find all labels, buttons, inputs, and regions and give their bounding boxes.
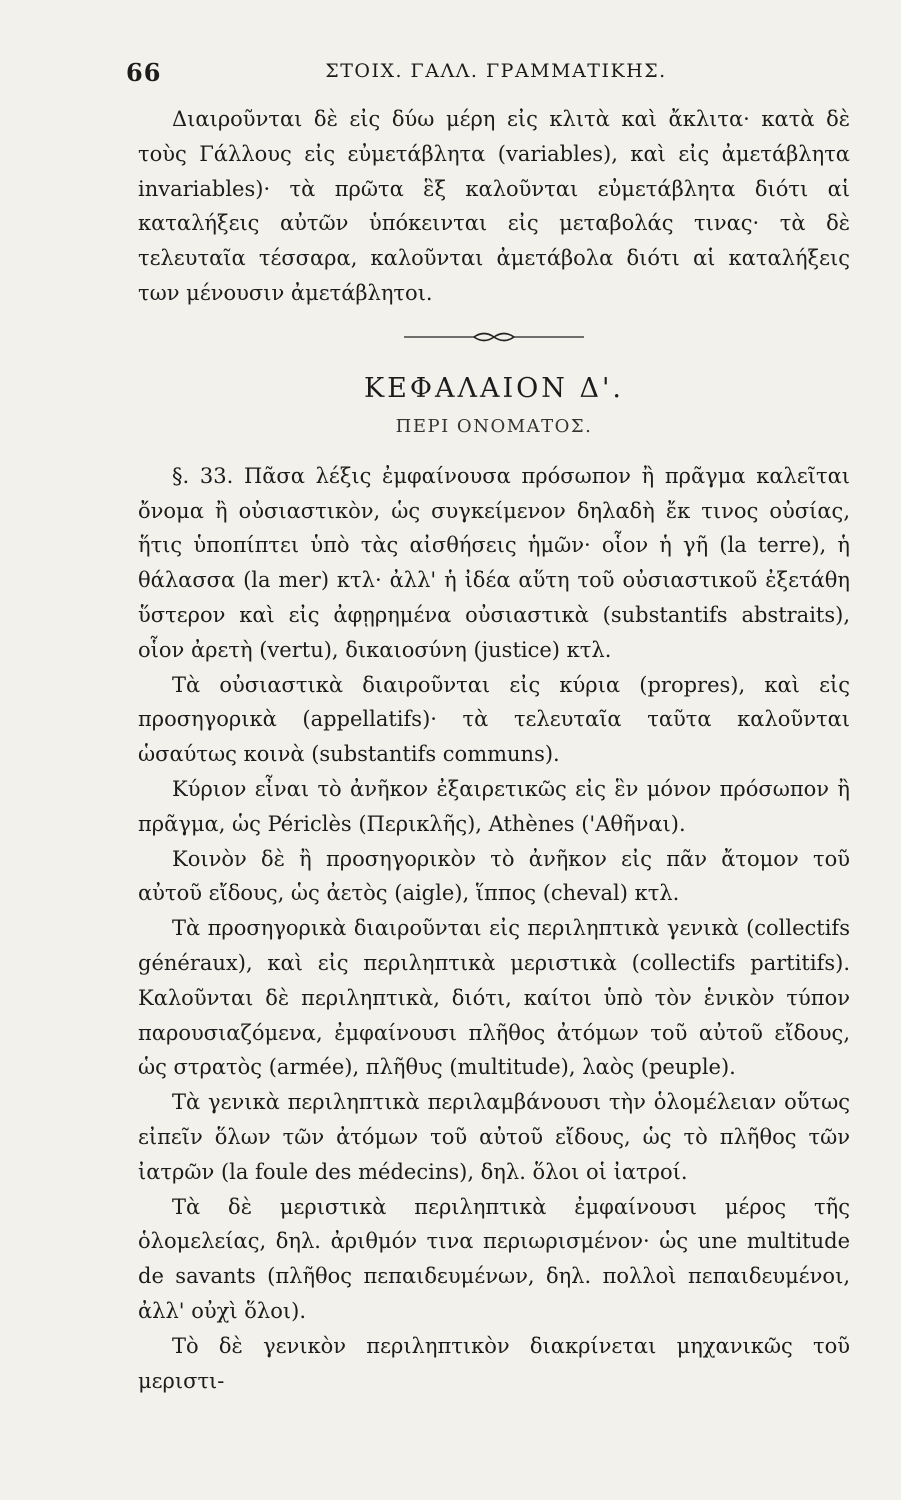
paragraph-partitive-collectives: Τὰ δὲ μεριστικὰ περιληπτικὰ ἐμφαίνουσι μέρος τῆς ὁλομελείας, δηλ. ἀριθμόν τινα περιωρισμένον· ὡς une multitude de savants (πλῆθος πεπαιδευμένων, δηλ. πολλοὶ πεπαιδευμένοι, ἀλλ' οὐχὶ ὅλοι). — [138, 1194, 850, 1323]
chapter-subtitle: ΠΕΡΙ ΟΝΟΜΑΤΟΣ. — [395, 415, 593, 437]
page-number: 66 — [126, 58, 162, 87]
paragraph-common-noun: Κοινὸν δὲ ἢ προσηγορικὸν τὸ ἀνῆκον εἰς πᾶν ἄτομον τοῦ αὐτοῦ εἴδους, ὡς ἀετὸς (aigle), ἵππος (cheval) κτλ. — [138, 846, 850, 906]
intro-paragraph: Διαιροῦνται δὲ εἰς δύω μέρη εἰς κλιτὰ καὶ ἄκλιτα· κατὰ δὲ τοὺς Γάλλους εἰς εὐμετάβλητα (variables), καὶ εἰς ἀμετάβλητα invariables)· τὰ πρῶτα ἓξ καλοῦνται εὐμετάβλητα διότι αἱ καταλήξεις αὐτῶν ὑπόκεινται εἰς μεταβολάς τινας· τὰ δὲ τελευταῖα τέσσαρα, καλοῦνται ἀμετάβολα διότι αἱ καταλήξεις των μένουσιν ἀμετάβλητοι. — [138, 107, 850, 305]
last-line: Τὸ δὲ γενικὸν περιληπτικὸν διακρίνεται μηχανικῶς τοῦ μεριστι- — [138, 1333, 850, 1393]
page-header — [126, 58, 866, 88]
paragraph-collective-nouns: Τὰ προσηγορικὰ διαιροῦνται εἰς περιληπτικὰ γενικὰ (collectifs généraux), καὶ εἰς περιληπτικὰ μεριστικὰ (collectifs partitifs). Καλοῦνται δὲ περιληπτικὰ, διότι, καίτοι ὑπὸ τὸν ἑνικὸν τύπον παρουσιαζόμενα, ἐμφαίνουσι πλῆθος ἀτόμων τοῦ αὐτοῦ εἴδους, ὡς στρατὸς (armée), πλῆθυς (multitude), λαὸς (peuple). — [138, 916, 850, 1080]
ornament-divider — [404, 329, 584, 345]
paragraph-proper-common: Τὰ οὐσιαστικὰ διαιροῦνται εἰς κύρια (propres), καὶ εἰς προσηγορικὰ (appellatifs)· τὰ τελευταῖα ταῦτα καλοῦνται ὡσαύτως κοινὰ (substantifs communs). — [138, 672, 850, 767]
paragraph-proper-noun: Κύριον εἶναι τὸ ἀνῆκον ἐξαιρετικῶς εἰς ἓν μόνον πρόσωπον ἢ πρᾶγμα, ὡς Périclès (Περικλῆς), Athènes ('Αθῆναι). — [138, 776, 850, 836]
running-head: ΣΤΟΙΧ. ΓΑΛΛ. ΓΡΑΜΜΑΤΙΚΗΣ. — [325, 60, 667, 82]
page-body — [138, 102, 850, 1398]
paragraph-general-collectives: Τὰ γενικὰ περιληπτικὰ περιλαμβάνουσι τὴν ὁλομέλειαν οὕτως εἰπεῖν ὅλων τῶν ἀτόμων τοῦ αὐτοῦ εἴδους, ὡς τὸ πλῆθος τῶν ἰατρῶν (la foule des médecins), δηλ. ὅλοι οἱ ἰατροί. — [138, 1090, 850, 1184]
section-text: Πᾶσα λέξις ἐμφαίνουσα πρόσωπον ἢ πρᾶγμα καλεῖται ὄνομα ἢ οὐσιαστικὸν, ὡς συγκείμενον δηλαδὴ ἔκ τινος οὐσίας, ἥτις ὑποπίπτει ὑπὸ τὰς αἰσθήσεις ἡμῶν· οἷον ἡ γῆ (la terre), ἡ θάλασσα (la mer) κτλ· ἀλλ' ἡ ἰδέα αὕτη τοῦ οὐσιαστικοῦ ἐξετάθη ὕστερον καὶ εἰς ἀφῃρημένα οὐσιαστικὰ (substantifs abstraits), οἷον ἀρετὴ (vertu), δικαιοσύνη (justice) κτλ. — [138, 463, 850, 662]
chapter-title: ΚΕΦΑΛΑΙΟΝ Δ'. — [363, 372, 625, 404]
section-paragraph — [138, 459, 850, 668]
section-number: §. 33. — [172, 463, 234, 488]
